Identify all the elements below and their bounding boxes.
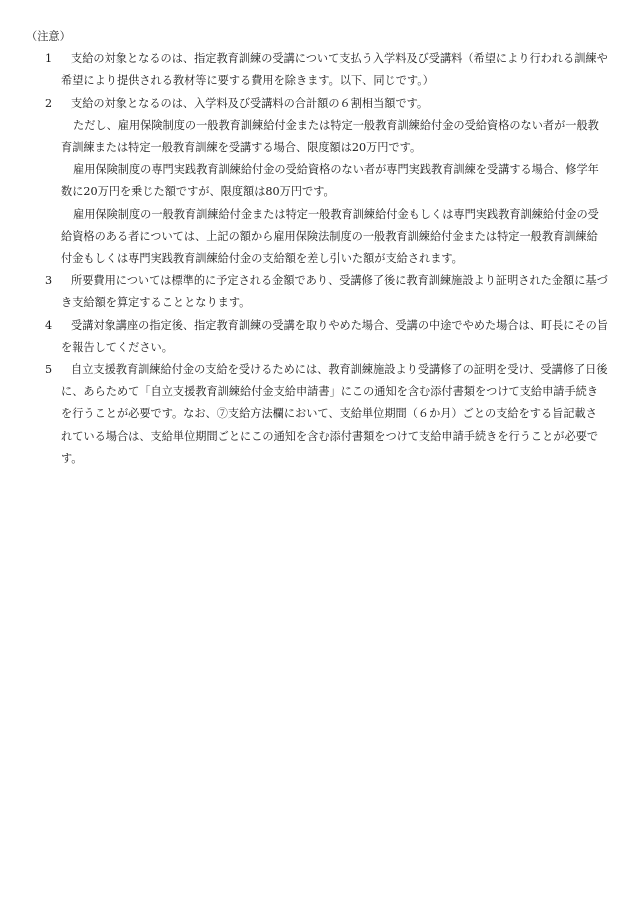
note-number: 5 (45, 363, 53, 377)
note-paragraph: 支給の対象となるのは、指定教育訓練の受講について支払う入学料及び受講料（希望により行われる訓練や希望により提供される教材等に要する費用を除きます。以下、同じです。） (61, 52, 608, 88)
note-paragraph: 支給の対象となるのは、入学料及び受講料の合計額の６割相当額です。 (71, 96, 429, 110)
note-number: 2 (45, 96, 53, 110)
note-number: 4 (45, 318, 53, 332)
note-item-1 (38, 48, 608, 92)
note-item-2 (38, 93, 608, 271)
note-number: 1 (45, 52, 53, 66)
note-paragraph: 雇用保険制度の専門実践教育訓練給付金の受給資格のない者が専門実践教育訓練を受講する場合、修学年数に20万円を乗じた額ですが、限度額は80万円です。 (61, 163, 599, 199)
note-item-3 (38, 270, 608, 314)
notes-heading: （注意） (26, 30, 71, 43)
note-number: 3 (45, 274, 53, 288)
note-item-5 (38, 359, 608, 470)
note-paragraph: 受講対象講座の指定後、指定教育訓練の受講を取りやめた場合、受講の中途でやめた場合は、町長にその旨を報告してください。 (61, 318, 609, 354)
note-paragraph: 所要費用については標準的に予定される金額であり、受講修了後に教育訓練施設より証明された金額に基づき支給額を算定することとなります。 (61, 274, 608, 310)
note-item-4 (38, 315, 608, 359)
note-paragraph: ただし、雇用保険制度の一般教育訓練給付金または特定一般教育訓練給付金の受給資格のない者が一般教育訓練または特定一般教育訓練を受講する場合、限度額は20万円です。 (61, 118, 599, 155)
note-paragraph: 雇用保険制度の一般教育訓練給付金または特定一般教育訓練給付金もしくは専門実践教育訓練給付金の受給資格のある者については、上記の額から雇用保険法制度の一般教育訓練給付金または特定一般教育訓練給付金もしくは専門実践教育訓練給付金の支給額を差し引いた額が支給されます。 (61, 207, 599, 266)
note-paragraph: 自立支援教育訓練給付金の支給を受けるためには、教育訓練施設より受講修了の証明を受け、受講修了日後に、あらためて「自立支援教育訓練給付金支給申請書」にこの通知を含む添付書類をつけて支給申請手続きを行うことが必要です。なお、⑦支給方法欄において、支給単位期間（６か月）ごとの支給をする旨記載されている場合は、支給単位期間ごとにこの通知を含む添付書類をつけて支給申請手続きを行うことが必要です。 (61, 363, 608, 465)
